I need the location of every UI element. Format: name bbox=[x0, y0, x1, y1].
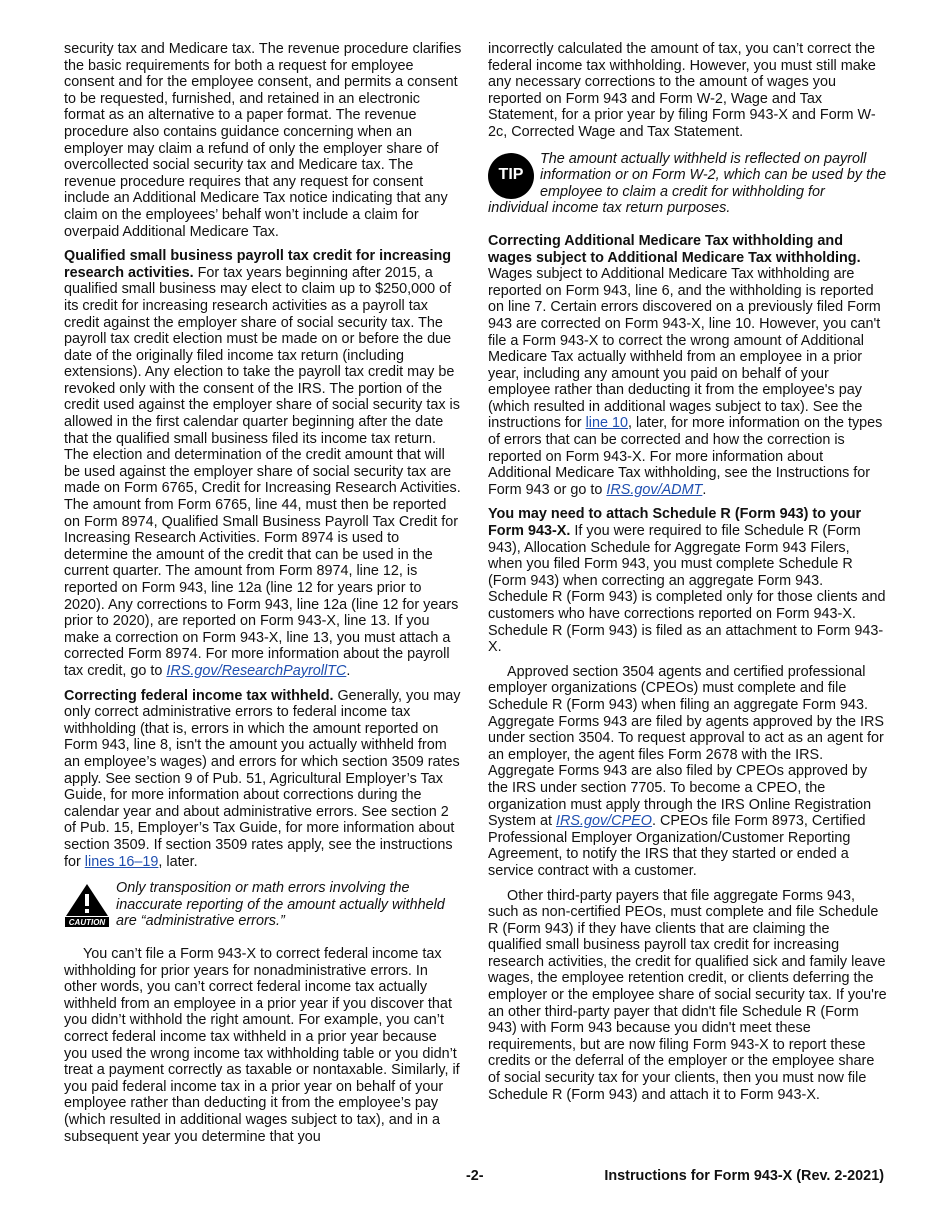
left-column bbox=[64, 41, 463, 1153]
document-title: Instructions for Form 943-X (Rev. 2-2021) bbox=[604, 1168, 884, 1184]
paragraph-nonadministrative-errors: You can’t file a Form 943-X to correct federal income tax withholding for prior years for nonadministrative errors. In other words, you can’t correct federal income tax actually withheld from an employee in a prior year if you discover that you didn’t withhold the right amount. For example, you can’t correct federal income tax withheld in a prior year because you used the wrong income tax withholding table or you didn’t treat a payment correctly as taxable or nontaxable. Similarly, if you paid federal income tax in a prior year on behalf of your employee rather than deducting it from the employee’s pay (which resulted in additional wages subject to tax), and in a subsequent year you determine that you bbox=[64, 946, 460, 1145]
paragraph-revenue-procedure: security tax and Medicare tax. The revenue procedure clarifies the basic requirements for both a request for employee consent and for the employee consent, and permits a consent to be requested, furnished, and retained in an electronic format as an alternative to a paper format. The revenue procedure also contains guidance concerning when an employer may claim a refund of only the employer share of overcollected social security tax and Medicare tax. The revenue procedure requires that any request for consent include an Additional Medicare Tax notice indicating that any claim on the employees’ behalf won’t include a claim for overpaid Additional Medicare Tax. bbox=[64, 41, 462, 240]
caution-label: CAUTION bbox=[68, 918, 106, 928]
paragraph-incorrect-calculation: incorrectly calculated the amount of tax, you can’t correct the federal income tax withholding. However, you must still make any necessary corrections to the amount of wages you reported on Form 943 and Form W-2, Wage and Tax Statement, for a prior year by filing Form 943-X and Form W-2c, Corrected Wage and Tax Statement. bbox=[488, 41, 876, 140]
link-irs-cpeo[interactable]: IRS.gov/CPEO bbox=[555, 813, 652, 830]
heading-federal-income-tax: Correcting federal income tax withheld. bbox=[64, 687, 334, 704]
tip-text: The amount actually withheld is reflected on payroll information or on Form W-2, which can be used by the employee to claim a credit for withholding for individual income tax return purposes. bbox=[488, 150, 887, 217]
paragraph-federal-income-tax: Correcting federal income tax withheld. Generally, you may only correct administrative errors to federal income tax withholding (that is, errors in which the amount reported on Form 943, line 8, isn't the amount you actually withheld from an employee’s wages) and errors for which section 3509 rates apply. See section 9 of Pub. 51, Agricultural Employer’s Tax Guide, for more information about corrections during the calendar year and about administrative errors. See section 2 of Pub. 15, Employer’s Tax Guide, for more information about section 3509. If section 3509 rates apply, see the instructions for lines 16–19, later. bbox=[64, 687, 461, 870]
heading-schedule-r: You may need to attach Schedule R (Form 943) to your Form 943-X. bbox=[488, 506, 862, 540]
link-lines-16-19[interactable]: lines 16–19 bbox=[84, 853, 159, 870]
paragraph-third-party-payers: Other third-party payers that file aggregate Forms 943, such as non-certified PEOs, must complete and file Schedule R (Form 943) if they have clients that are claiming the qualified small business payroll tax credit for increasing research activities, the credit for qualified sick and family leave wages, the employee retention credit, or clients deferring the employer or the employee share of social security tax. If you're an other third-party payer that didn't file Schedule R (Form 943) with Form 943 because you didn't meet these requirements, but are now filing Form 943-X to report these credits or the deferral of the employer or the employee share of social security tax for your clients, then you must now file Schedule R (Form 943) and attach it to Form 943-X. bbox=[488, 887, 887, 1103]
paragraph-additional-medicare: Correcting Additional Medicare Tax withholding and wages subject to Additional Medicare Tax withholding. Wages subject to Additional Medicare Tax withholding are reported on Form 943, line 6, and the withholding is reported on line 7. Certain errors discovered on a previously filed Form 943 are corrected on Form 943-X, line 10. However, you can't file a Form 943-X to correct the wrong amount of Additional Medicare Tax actually withheld from an employee in a prior year, including any amount you paid on behalf of your employee rather than deducting it from the employee's pay (which resulted in additional wages subject to tax). See the instructions for line 10, later, for more information on the types of errors that can be corrected and how the correction is reported on Form 943-X. For more information about Additional Medicare Tax withholding, see the Instructions for Form 943 or go to IRS.gov/ADMT. bbox=[488, 232, 883, 498]
heading-research-credit: Qualified small business payroll tax credit for increasing research activities. bbox=[64, 248, 452, 281]
paragraph-research-credit: Qualified small business payroll tax credit for increasing research activities. For tax years beginning after 2015, a qualified small business may elect to claim up to $250,000 of its credit for increasing research activities as a payroll tax credit against the employer share of social security tax. The payroll tax credit election must be made on or before the due date of the originally filed income tax return (including extensions). Any election to take the payroll tax credit may be revoked only with the consent of the IRS. The portion of the credit used against the employer share of social security tax is allowed in the first calendar quarter beginning after the date that the qualified small business filed its income tax return. The election and determination of the credit amount that will be used against the employer share of social security tax are made on Form 6765, Credit for Increasing Research Activities. The amount from Form 6765, line 44, must then be reported on Form 8974, Qualified Small Business Payroll Tax Credit for Increasing Research Activities. Form 8974 is used to determine the amount of the credit that can be used in the current quarter. The amount from Form 8974, line 12, is reported on Form 943, line 12a (line 12 for years prior to 2020). Any corrections to Form 943, line 12a (line 12 for years prior to 2020), are reported on Form 943-X, line 13. If you make a correction on Form 943-X, line 13, you must attach a corrected Form 8974. For more information about the payroll tax credit, go to IRS.gov/ResearchPayrollTC. bbox=[64, 248, 461, 679]
page-footer bbox=[0, 1168, 950, 1188]
caution-icon bbox=[64, 882, 110, 933]
link-irs-admt[interactable]: IRS.gov/ADMT bbox=[606, 481, 703, 498]
page-number: -2- bbox=[466, 1168, 484, 1184]
link-line-10[interactable]: line 10 bbox=[585, 415, 628, 432]
right-column bbox=[488, 41, 887, 1111]
caution-note bbox=[64, 880, 463, 930]
paragraph-approved-agents: Approved section 3504 agents and certified professional employer organizations (CPEOs) must complete and file Schedule R (Form 943) when filing an aggregate Form 943. Aggregate Forms 943 are filed by agents approved by the IRS under section 3504. To request approval to act as an agent for an employer, the agent files Form 2678 with the IRS. Aggregate Forms 943 are also filed by CPEOs approved by the IRS under section 7705. To become a CPEO, the organization must apply through the IRS Online Registration System at IRS.gov/CPEO. CPEOs file Form 8973, Certified Professional Employer Organization/Customer Reporting Agreement, to notify the IRS that they started or ended a service contract with a customer. bbox=[488, 663, 884, 879]
tip-icon: TIP bbox=[488, 153, 534, 199]
link-research-payroll-tc[interactable]: IRS.gov/ResearchPayrollTC bbox=[166, 662, 347, 679]
tip-note bbox=[488, 151, 887, 217]
heading-additional-medicare: Correcting Additional Medicare Tax withholding and wages subject to Additional Medicare Tax withholding. bbox=[488, 232, 861, 266]
caution-text: Only transposition or math errors involving the inaccurate reporting of the amount actually withheld are “administrative errors.” bbox=[116, 880, 445, 930]
paragraph-schedule-r: You may need to attach Schedule R (Form 943) to your Form 943-X. If you were required to file Schedule R (Form 943), Allocation Schedule for Aggregate Form 943 Filers, when you filed Form 943, you must complete Schedule R (Form 943) when correcting an aggregate Form 943. Schedule R (Form 943) is completed only for those clients and customers who have corrections reported on Form 943-X. Schedule R (Form 943) is filed as an attachment to Form 943-X. bbox=[488, 506, 886, 656]
